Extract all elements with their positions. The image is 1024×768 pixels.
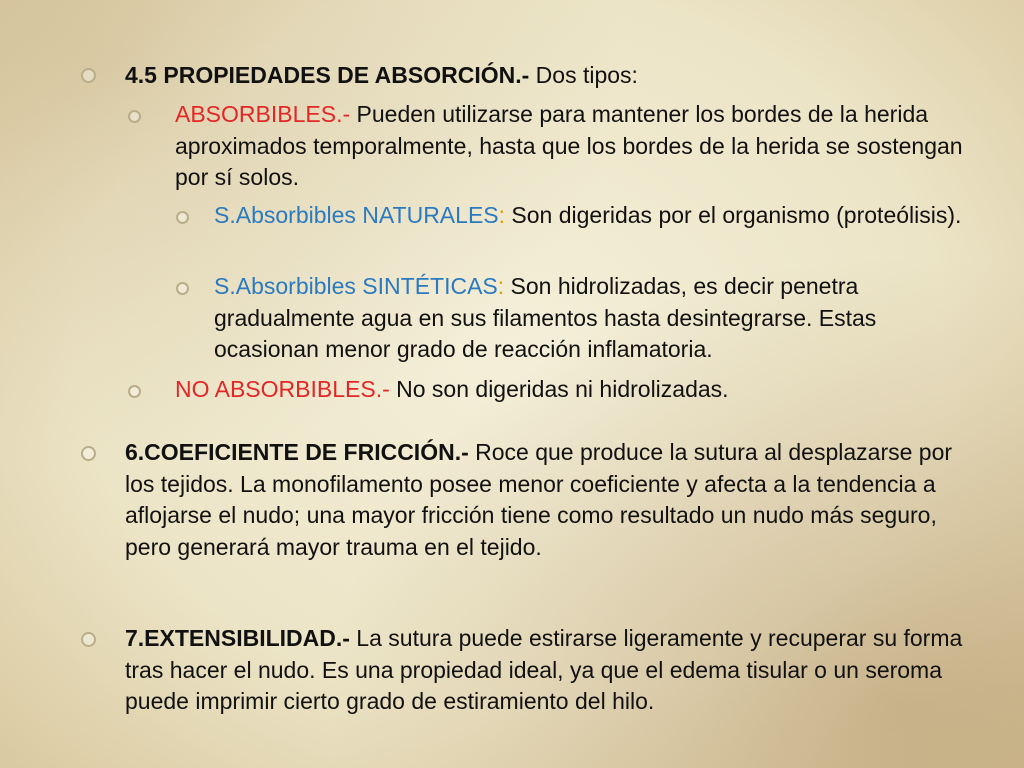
term-label: ABSORBIBLES.-: [175, 101, 351, 127]
term-label: NO ABSORBIBLES.-: [175, 376, 390, 402]
term-label: S.Absorbibles SINTÉTICAS: [214, 273, 498, 299]
bullet-circle-icon: [176, 282, 189, 295]
term-text: Son hidrolizadas, es decir penetra gradualmente agua en sus filamentos hasta desintegrarse. Estas ocasionan menor grado de reacción inflamatoria.: [214, 273, 877, 362]
section-6-friction: [125, 437, 975, 563]
bullet-circle-icon: [81, 632, 96, 647]
item-naturales: [214, 200, 974, 232]
section-text: Roce que produce la sutura al desplazarse por los tejidos. La monofilamento posee menor coeficiente y afecta a la tendencia a aflojarse el nudo; una mayor fricción tiene como resultado un nudo más seguro, pero generará mayor trauma en el tejido.: [125, 439, 953, 560]
bullet-circle-icon: [128, 385, 141, 398]
section-heading: 4.5 PROPIEDADES DE ABSORCIÓN.-: [125, 62, 530, 88]
section-4-5-absorption: [125, 60, 975, 92]
term-label: S.Absorbibles NATURALES: [214, 202, 499, 228]
bullet-circle-icon: [176, 211, 189, 224]
item-no-absorbibles: [175, 374, 965, 406]
section-heading: 6.COEFICIENTE DE FRICCIÓN.-: [125, 439, 469, 465]
term-colon: :: [498, 202, 506, 228]
term-text: No son digeridas ni hidrolizadas.: [389, 376, 729, 402]
bullet-circle-icon: [81, 68, 96, 83]
term-text: Pueden utilizarse para mantener los bordes de la herida aproximados temporalmente, hasta que los bordes de la herida se sostengan por sí solos.: [175, 101, 963, 190]
section-heading: 7.EXTENSIBILIDAD.-: [125, 625, 350, 651]
section-text: La sutura puede estirarse ligeramente y recuperar su forma tras hacer el nudo. Es una propiedad ideal, ya que el edema tisular o un seroma puede imprimir cierto grado de estiramiento del hilo.: [125, 625, 963, 714]
section-text: Dos tipos:: [529, 62, 638, 88]
bullet-circle-icon: [128, 110, 141, 123]
term-text: Son digeridas por el organismo (proteólisis).: [505, 202, 962, 228]
item-sinteticas: [214, 271, 974, 366]
term-colon: :: [497, 273, 505, 299]
item-absorbibles: [175, 99, 965, 194]
section-7-extensibility: [125, 623, 975, 718]
bullet-circle-icon: [81, 446, 96, 461]
